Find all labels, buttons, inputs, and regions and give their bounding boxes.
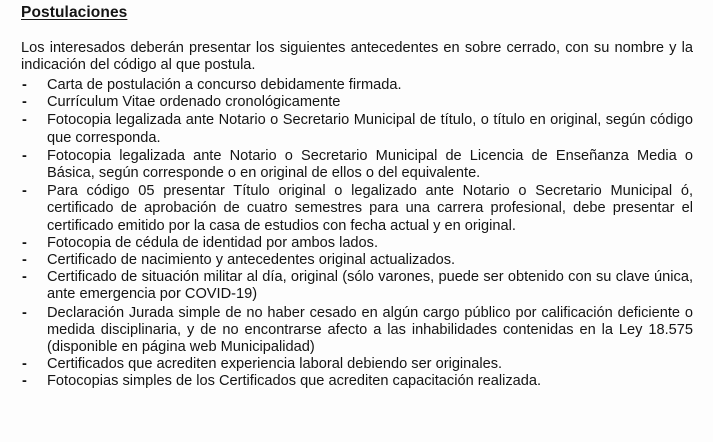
bullet-dash: - [22,94,27,111]
requirement-text: Certificado de nacimiento y antecedentes original actualizados. [47,252,456,269]
requirement-item [21,112,693,146]
requirement-item [21,235,693,252]
requirement-item [21,77,693,94]
bullet-dash: - [22,112,27,129]
requirement-text: Certificados que acrediten experiencia laboral debiendo ser originales. [47,356,503,373]
requirement-text: Fotocopia de cédula de identidad por ambos lados. [47,234,379,251]
bullet-dash: - [22,269,27,286]
requirement-text: Fotocopias simples de los Certificados que acrediten capacitación realizada. [47,373,542,390]
section-heading: Postulaciones [21,4,128,21]
requirements-list [21,77,693,391]
intro-paragraph: Los interesados deberán presentar los siguientes antecedentes en sobre cerrado, con su nombre y la indicación del código al que postula. [21,40,693,73]
requirement-item [21,94,693,111]
requirement-text: Declaración Jurada simple de no haber cesado en algún cargo público por calificación deficiente o medida disciplinaria, y de no encontrarse afecto a las inhabilidades contenidas en la Ley 18.575 (disponible en página web Municipalidad) [47,304,693,356]
bullet-dash: - [22,304,27,321]
bullet-dash: - [22,252,27,269]
bullet-dash: - [22,373,27,390]
requirement-item [21,148,693,182]
bullet-dash: - [22,183,27,200]
requirement-text: Currículum Vitae ordenado cronológicamente [47,94,341,111]
bullet-dash: - [22,234,27,251]
requirement-text: Para código 05 presentar Título original o legalizado ante Notario o Secretario Municipal ó, certificado de aprobación de cuatro semestres para una carrera profesional, debe presentar el certificado emitido por la casa de estudios con fecha actual y en original. [47,183,693,234]
requirement-item [21,252,693,269]
requirement-item [21,305,693,357]
requirement-text: Certificado de situación militar al día, original (sólo varones, puede ser obtenido con su clave única, ante emergencia por COVID-19) [47,269,693,303]
bullet-dash: - [22,356,27,373]
requirement-item [21,183,693,235]
bullet-dash: - [22,147,27,164]
requirement-item [21,373,693,390]
requirement-text: Fotocopia legalizada ante Notario o Secretario Municipal de título, o título en original, según código que corresponda. [47,112,693,146]
bullet-dash: - [22,77,27,93]
requirement-text: Carta de postulación a concurso debidamente firmada. [47,77,402,93]
requirement-text: Fotocopia legalizada ante Notario o Secretario Municipal de Licencia de Enseñanza Media o Básica, según corresponde o en original de ellos o del equivalente. [47,147,693,182]
requirement-item [21,356,693,373]
requirement-item [21,269,693,303]
